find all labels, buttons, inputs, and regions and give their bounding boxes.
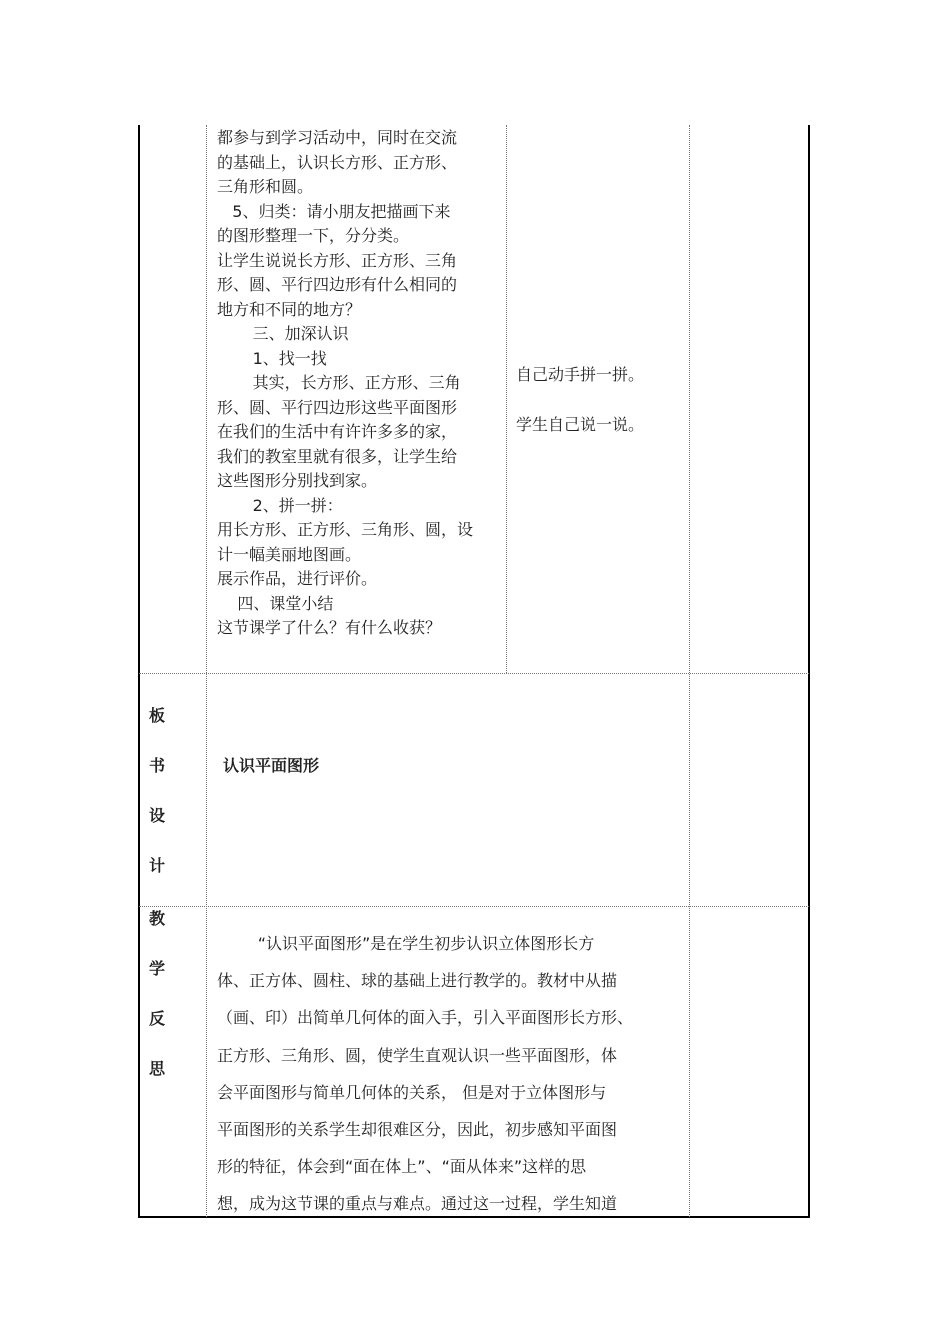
student-line: 学生自己说一说。 bbox=[516, 415, 645, 434]
teacher-line: 1、找一找 bbox=[217, 348, 327, 368]
column-divider-1 bbox=[206, 125, 207, 1217]
reflection-line: 正方形、三角形、圆，使学生直观认识一些平面图形，体 bbox=[217, 1045, 618, 1065]
column-divider-3 bbox=[689, 125, 690, 1217]
label-char: 学 bbox=[149, 959, 166, 978]
teacher-line: 展示作品，进行评价。 bbox=[217, 569, 378, 588]
reflection-line: “认识平面图形”是在学生初步认识立体图形长方 bbox=[217, 934, 595, 953]
label-char: 板 bbox=[149, 706, 166, 725]
teacher-line: 三、加深认识 bbox=[217, 324, 349, 343]
board-design-label bbox=[149, 705, 165, 905]
label-char: 设 bbox=[149, 806, 166, 825]
teacher-line: 四、课堂小结 bbox=[217, 593, 334, 613]
row-divider-2 bbox=[139, 906, 809, 907]
reflection-line: （画、印）出简单几何体的面入手，引入平面图形长方形、 bbox=[217, 1008, 634, 1028]
teacher-line: 的基础上，认识长方形、正方形、 bbox=[217, 152, 458, 172]
reflection-content bbox=[217, 925, 687, 1223]
reflection-line: 平面图形的关系学生却很难区分，因此，初步感知平面图 bbox=[217, 1120, 618, 1140]
teacher-line: 这节课学了什么？有什么收获？ bbox=[217, 618, 442, 637]
reflection-line: 想，成为这节课的重点与难点。通过这一过程，学生知道 bbox=[217, 1194, 618, 1214]
teacher-line: 其实，长方形、正方形、三角 bbox=[217, 373, 461, 392]
label-char: 书 bbox=[149, 756, 166, 775]
teacher-line: 形、圆、平行四边形有什么相同的 bbox=[217, 275, 458, 294]
teacher-line: 5、归类：请小朋友把描画下来 bbox=[217, 201, 451, 221]
student-activity-cell bbox=[516, 362, 686, 437]
label-char: 教 bbox=[149, 909, 166, 928]
teacher-line: 地方和不同的地方？ bbox=[217, 299, 362, 319]
teacher-line: 都参与到学习活动中，同时在交流 bbox=[217, 128, 458, 147]
teacher-line: 形、圆、平行四边形这些平面图形 bbox=[217, 397, 458, 417]
teacher-line: 2、拼一拼： bbox=[217, 495, 343, 515]
teacher-line: 在我们的生活中有许许多多的家， bbox=[217, 422, 458, 441]
reflection-line: 体、正方体、圆柱、球的基础上进行教学的。教材中从描 bbox=[217, 971, 618, 991]
reflection-line: 会平面图形与简单几何体的关系， 但是对于立体图形与 bbox=[217, 1082, 607, 1102]
column-divider-2 bbox=[506, 125, 507, 673]
teacher-activity-cell bbox=[217, 126, 502, 641]
teacher-line: 的图形整理一下，分分类。 bbox=[217, 226, 410, 245]
teacher-line: 我们的教室里就有很多，让学生给 bbox=[217, 446, 458, 466]
reflection-label bbox=[149, 908, 165, 1108]
teacher-line: 让学生说说长方形、正方形、三角 bbox=[217, 250, 458, 270]
row-divider-1 bbox=[139, 673, 809, 674]
teacher-line: 用长方形、正方形、三角形、圆，设 bbox=[217, 520, 474, 539]
teacher-line: 计一幅美丽地图画。 bbox=[217, 544, 362, 564]
label-char: 思 bbox=[149, 1059, 166, 1078]
label-char: 反 bbox=[149, 1009, 166, 1028]
reflection-line: 形的特征，体会到“面在体上”、“面从体来”这样的思 bbox=[217, 1157, 587, 1177]
student-line: 自己动手拼一拼。 bbox=[516, 365, 645, 384]
teacher-line: 三角形和圆。 bbox=[217, 177, 314, 196]
label-char: 计 bbox=[149, 856, 166, 875]
board-design-content: 认识平面图形 bbox=[223, 756, 320, 775]
teacher-line: 这些图形分别找到家。 bbox=[217, 471, 378, 490]
